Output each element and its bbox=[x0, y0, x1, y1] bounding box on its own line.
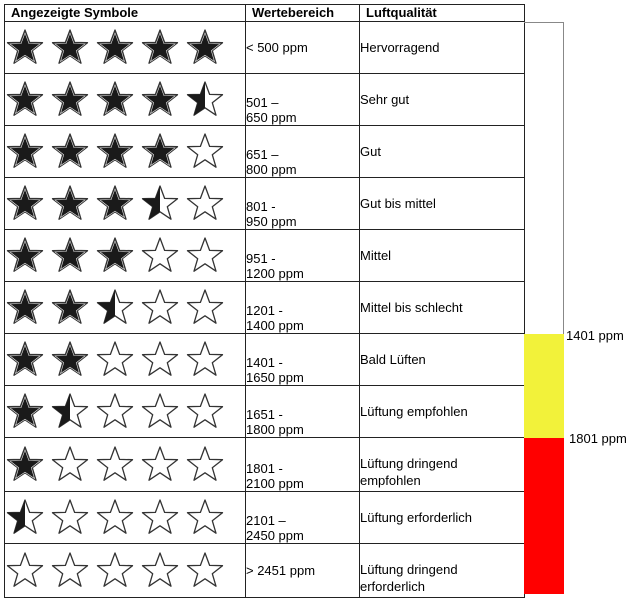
star-empty-icon bbox=[185, 236, 225, 276]
star-empty-icon bbox=[185, 551, 225, 591]
star-filled-icon bbox=[5, 340, 45, 380]
star-half-icon bbox=[50, 392, 90, 432]
star-empty-icon bbox=[140, 392, 180, 432]
table-row bbox=[5, 386, 525, 438]
star-empty-icon bbox=[185, 288, 225, 328]
quality-cell: Mittel bbox=[360, 230, 525, 282]
star-empty-icon bbox=[5, 551, 45, 591]
range-cell: 651 – 800 ppm bbox=[246, 126, 360, 178]
star-empty-icon bbox=[185, 132, 225, 172]
table-row bbox=[5, 544, 525, 598]
table-row bbox=[5, 334, 525, 386]
star-filled-icon bbox=[50, 340, 90, 380]
star-empty-icon bbox=[95, 340, 135, 380]
table-body bbox=[5, 22, 525, 598]
star-half-icon bbox=[5, 498, 45, 538]
star-empty-icon bbox=[50, 498, 90, 538]
symbols-cell bbox=[5, 74, 246, 126]
table-row bbox=[5, 438, 525, 492]
star-filled-icon bbox=[5, 236, 45, 276]
quality-cell: Gut bbox=[360, 126, 525, 178]
star-filled-icon bbox=[50, 288, 90, 328]
star-filled-icon bbox=[140, 80, 180, 120]
star-filled-icon bbox=[140, 132, 180, 172]
table-row bbox=[5, 230, 525, 282]
star-rating bbox=[5, 184, 245, 224]
air-quality-table bbox=[4, 4, 525, 598]
symbols-cell bbox=[5, 126, 246, 178]
star-filled-icon bbox=[50, 236, 90, 276]
star-filled-icon bbox=[5, 445, 45, 485]
star-filled-icon bbox=[5, 184, 45, 224]
scale-bracket-line bbox=[524, 22, 564, 334]
star-rating bbox=[5, 80, 245, 120]
star-rating bbox=[5, 236, 245, 276]
symbols-cell bbox=[5, 492, 246, 544]
star-empty-icon bbox=[185, 340, 225, 380]
quality-cell: Lüftung dringend empfohlen bbox=[360, 438, 525, 492]
star-filled-icon bbox=[5, 28, 45, 68]
star-filled-icon bbox=[50, 132, 90, 172]
star-filled-icon bbox=[5, 288, 45, 328]
quality-cell: Lüftung erforderlich bbox=[360, 492, 525, 544]
star-filled-icon bbox=[140, 28, 180, 68]
star-rating bbox=[5, 551, 245, 591]
range-cell: 1201 - 1400 ppm bbox=[246, 282, 360, 334]
star-empty-icon bbox=[95, 551, 135, 591]
scale-red-band bbox=[524, 438, 564, 594]
scale-label-1801: 1801 ppm bbox=[569, 431, 627, 446]
table-row bbox=[5, 492, 525, 544]
symbols-cell bbox=[5, 282, 246, 334]
quality-cell: Gut bis mittel bbox=[360, 178, 525, 230]
symbols-cell bbox=[5, 386, 246, 438]
range-cell: < 500 ppm bbox=[246, 22, 360, 74]
star-empty-icon bbox=[95, 445, 135, 485]
quality-cell: Bald Lüften bbox=[360, 334, 525, 386]
table-row bbox=[5, 22, 525, 74]
range-cell: 1801 - 2100 ppm bbox=[246, 438, 360, 492]
star-filled-icon bbox=[95, 184, 135, 224]
header-quality: Luftqualität bbox=[360, 5, 525, 22]
star-empty-icon bbox=[140, 498, 180, 538]
star-empty-icon bbox=[50, 551, 90, 591]
star-rating bbox=[5, 288, 245, 328]
star-half-icon bbox=[95, 288, 135, 328]
star-filled-icon bbox=[50, 28, 90, 68]
quality-cell: Hervorragend bbox=[360, 22, 525, 74]
header-symbols: Angezeigte Symbole bbox=[5, 5, 246, 22]
star-empty-icon bbox=[140, 288, 180, 328]
range-cell: 1651 - 1800 ppm bbox=[246, 386, 360, 438]
quality-cell: Lüftung dringend erforderlich bbox=[360, 544, 525, 598]
star-empty-icon bbox=[140, 340, 180, 380]
star-empty-icon bbox=[140, 236, 180, 276]
symbols-cell bbox=[5, 438, 246, 492]
range-cell: 951 - 1200 ppm bbox=[246, 230, 360, 282]
star-half-icon bbox=[140, 184, 180, 224]
star-rating bbox=[5, 28, 245, 68]
symbols-cell bbox=[5, 334, 246, 386]
table-header-row bbox=[5, 5, 525, 22]
star-filled-icon bbox=[5, 392, 45, 432]
star-filled-icon bbox=[95, 236, 135, 276]
symbols-cell bbox=[5, 22, 246, 74]
table-row bbox=[5, 74, 525, 126]
star-empty-icon bbox=[140, 551, 180, 591]
symbols-cell bbox=[5, 178, 246, 230]
symbols-cell bbox=[5, 544, 246, 598]
star-filled-icon bbox=[50, 184, 90, 224]
table-row bbox=[5, 126, 525, 178]
star-empty-icon bbox=[95, 392, 135, 432]
star-filled-icon bbox=[50, 80, 90, 120]
star-empty-icon bbox=[185, 184, 225, 224]
star-filled-icon bbox=[5, 80, 45, 120]
star-empty-icon bbox=[95, 498, 135, 538]
table-row bbox=[5, 178, 525, 230]
star-filled-icon bbox=[5, 132, 45, 172]
quality-cell: Mittel bis schlecht bbox=[360, 282, 525, 334]
range-cell: 2101 – 2450 ppm bbox=[246, 492, 360, 544]
range-cell: > 2451 ppm bbox=[246, 544, 360, 598]
table-row bbox=[5, 282, 525, 334]
star-rating bbox=[5, 392, 245, 432]
star-empty-icon bbox=[185, 392, 225, 432]
star-empty-icon bbox=[50, 445, 90, 485]
star-empty-icon bbox=[140, 445, 180, 485]
star-filled-icon bbox=[95, 28, 135, 68]
symbols-cell bbox=[5, 230, 246, 282]
quality-cell: Sehr gut bbox=[360, 74, 525, 126]
scale-yellow-band bbox=[524, 334, 564, 438]
star-rating bbox=[5, 340, 245, 380]
star-filled-icon bbox=[95, 132, 135, 172]
star-filled-icon bbox=[95, 80, 135, 120]
quality-cell: Lüftung empfohlen bbox=[360, 386, 525, 438]
star-rating bbox=[5, 498, 245, 538]
star-empty-icon bbox=[185, 445, 225, 485]
range-cell: 1401 - 1650 ppm bbox=[246, 334, 360, 386]
range-cell: 801 - 950 ppm bbox=[246, 178, 360, 230]
star-empty-icon bbox=[185, 498, 225, 538]
star-rating bbox=[5, 445, 245, 485]
star-filled-icon bbox=[185, 28, 225, 68]
star-half-icon bbox=[185, 80, 225, 120]
star-rating bbox=[5, 132, 245, 172]
header-range: Wertebereich bbox=[246, 5, 360, 22]
range-cell: 501 – 650 ppm bbox=[246, 74, 360, 126]
scale-label-1401: 1401 ppm bbox=[566, 328, 624, 343]
